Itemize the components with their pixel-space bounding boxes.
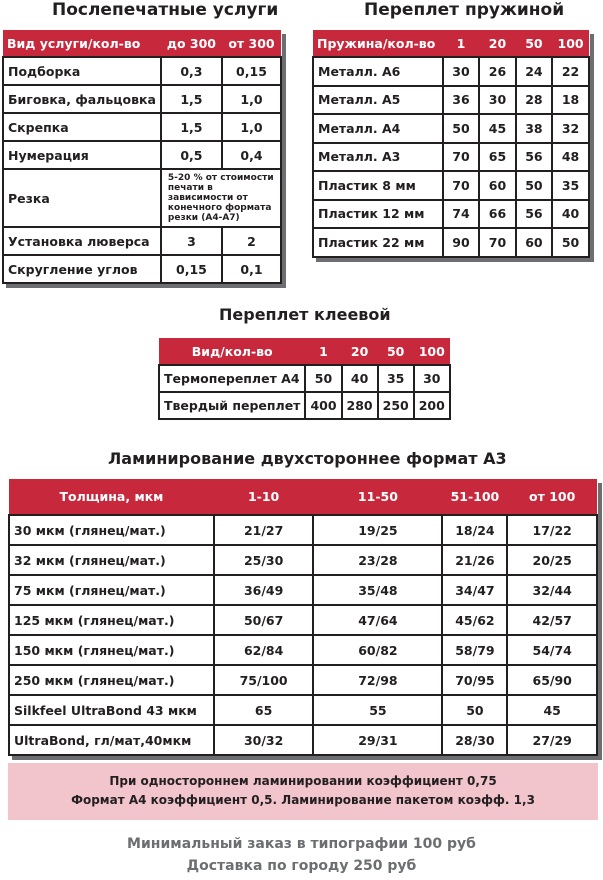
- price-cell: 30/32: [214, 725, 314, 755]
- table-row: [9, 695, 597, 725]
- price-cell: 72/98: [313, 665, 442, 695]
- header-cell: 11-50: [313, 479, 442, 515]
- price-cell: 30: [479, 86, 515, 115]
- price-cell: 26: [479, 57, 515, 86]
- cut-price-note: 5-20 % от стоимости печати в зависимости от конечного формата резки (А4-А7): [161, 169, 281, 227]
- price-cell: 18: [552, 86, 589, 115]
- price-cell: 0,1: [222, 255, 281, 283]
- price-cell: 36/49: [214, 575, 314, 605]
- price-cell: 34/47: [442, 575, 507, 605]
- price-cell: 0,5: [161, 141, 222, 169]
- header-cell: 100: [414, 338, 450, 365]
- price-cell: 28: [516, 86, 552, 115]
- price-cell: 65: [479, 143, 515, 172]
- service-name: Подборка: [3, 57, 161, 85]
- price-cell: 1,5: [161, 113, 222, 141]
- min-order-text: Минимальный заказ в типографии 100 руб: [127, 836, 476, 852]
- glue-binding-table: [158, 338, 451, 420]
- header-cell: 1: [443, 30, 479, 57]
- price-cell: 47/64: [313, 605, 442, 635]
- header-cell: 50: [378, 338, 414, 365]
- price-cell: 70: [479, 228, 515, 257]
- price-cell: 70/95: [442, 665, 507, 695]
- price-cell: 27/29: [507, 725, 597, 755]
- price-cell: 28/30: [442, 725, 507, 755]
- header-cell: 20: [342, 338, 378, 365]
- price-cell: 45: [507, 695, 597, 725]
- binding-type: Термопереплет А4: [159, 365, 305, 392]
- film-type: 32 мкм (глянец/мат.): [9, 545, 214, 575]
- table-row: [3, 255, 281, 283]
- glue-binding-title: Переплет клеевой: [219, 305, 391, 324]
- table-row: [3, 85, 281, 113]
- table-row: [9, 635, 597, 665]
- note-line-2: Формат А4 коэффициент 0,5. Ламинирование пакетом коэфф. 1,3: [71, 793, 535, 807]
- price-cell: 56: [516, 200, 552, 229]
- post-print-table: [2, 30, 282, 284]
- table-row: [159, 392, 450, 419]
- table-header-row: [159, 338, 450, 365]
- price-cell: 50: [305, 365, 341, 392]
- header-cell: 20: [479, 30, 515, 57]
- table-header-row: [3, 30, 281, 57]
- table-row: [3, 169, 281, 227]
- price-cell: 50/67: [214, 605, 314, 635]
- table-row: [313, 143, 589, 172]
- spring-type: Пластик 8 мм: [313, 171, 443, 200]
- spring-binding-table: [312, 30, 590, 258]
- price-cell: 21/27: [214, 515, 314, 545]
- price-cell: 32/44: [507, 575, 597, 605]
- price-cell: 50: [552, 228, 589, 257]
- price-cell: 400: [305, 392, 341, 419]
- table-row: [9, 575, 597, 605]
- film-type: 30 мкм (глянец/мат.): [9, 515, 214, 545]
- spring-type: Металл. А6: [313, 57, 443, 86]
- service-name: Нумерация: [3, 141, 161, 169]
- table-header-row: [9, 479, 597, 515]
- table-row: [3, 113, 281, 141]
- table-row: [313, 228, 589, 257]
- price-cell: 45: [479, 114, 515, 143]
- price-cell: 70: [443, 171, 479, 200]
- price-cell: 65/90: [507, 665, 597, 695]
- price-cell: 1,0: [222, 85, 281, 113]
- lamination-table: [8, 479, 598, 756]
- spring-binding-title: Переплет пружиной: [364, 0, 565, 20]
- header-cell: Пружина/кол-во: [313, 30, 443, 57]
- delivery-text: Доставка по городу 250 руб: [186, 858, 417, 874]
- header-cell: до 300: [161, 30, 222, 57]
- price-cell: 50: [443, 114, 479, 143]
- price-cell: 60/82: [313, 635, 442, 665]
- spring-type: Металл. А5: [313, 86, 443, 115]
- price-cell: 56: [516, 143, 552, 172]
- binding-type: Твердый переплет: [159, 392, 305, 419]
- spring-type: Металл. А4: [313, 114, 443, 143]
- service-name: Биговка, фальцовка: [3, 85, 161, 113]
- price-cell: 36: [443, 86, 479, 115]
- table-row: [9, 665, 597, 695]
- price-cell: 0,4: [222, 141, 281, 169]
- spring-type: Металл. А3: [313, 143, 443, 172]
- film-type: 125 мкм (глянец/мат.): [9, 605, 214, 635]
- service-name: Скругление углов: [3, 255, 161, 283]
- price-cell: 35: [378, 365, 414, 392]
- price-cell: 54/74: [507, 635, 597, 665]
- header-cell: от 300: [222, 30, 281, 57]
- price-cell: 35/48: [313, 575, 442, 605]
- header-cell: Вид/кол-во: [159, 338, 305, 365]
- price-cell: 65: [214, 695, 314, 725]
- price-cell: 62/84: [214, 635, 314, 665]
- film-type: 75 мкм (глянец/мат.): [9, 575, 214, 605]
- header-cell: Толщина, мкм: [9, 479, 214, 515]
- table-row: [313, 57, 589, 86]
- table-row: [9, 545, 597, 575]
- price-cell: 25/30: [214, 545, 314, 575]
- header-cell: Вид услуги/кол-во: [3, 30, 161, 57]
- table-row: [313, 114, 589, 143]
- price-cell: 2: [222, 227, 281, 255]
- price-cell: 45/62: [442, 605, 507, 635]
- price-cell: 60: [479, 171, 515, 200]
- film-type: 250 мкм (глянец/мат.): [9, 665, 214, 695]
- table-row: [3, 141, 281, 169]
- service-name: Установка люверса: [3, 227, 161, 255]
- price-cell: 3: [161, 227, 222, 255]
- price-cell: 0,3: [161, 57, 222, 85]
- price-cell: 50: [516, 171, 552, 200]
- price-cell: 22: [552, 57, 589, 86]
- price-cell: 32: [552, 114, 589, 143]
- service-name: Резка: [3, 169, 161, 227]
- price-cell: 17/22: [507, 515, 597, 545]
- header-cell: 100: [552, 30, 589, 57]
- price-cell: 0,15: [161, 255, 222, 283]
- price-cell: 20/25: [507, 545, 597, 575]
- price-cell: 42/57: [507, 605, 597, 635]
- header-cell: 1: [305, 338, 341, 365]
- table-row: [9, 515, 597, 545]
- table-row: [313, 200, 589, 229]
- price-cell: 74: [443, 200, 479, 229]
- table-row: [9, 605, 597, 635]
- film-type: 150 мкм (глянец/мат.): [9, 635, 214, 665]
- price-cell: 23/28: [313, 545, 442, 575]
- price-cell: 29/31: [313, 725, 442, 755]
- note-line-1: При одностороннем ламинировании коэффициент 0,75: [109, 774, 497, 788]
- header-cell: 50: [516, 30, 552, 57]
- price-cell: 0,15: [222, 57, 281, 85]
- table-row: [313, 171, 589, 200]
- price-cell: 48: [552, 143, 589, 172]
- spring-type: Пластик 12 мм: [313, 200, 443, 229]
- price-cell: 38: [516, 114, 552, 143]
- price-cell: 1,5: [161, 85, 222, 113]
- lamination-title: Ламинирование двухстороннее формат А3: [108, 449, 507, 468]
- film-type: UltraBond, гл/мат,40мкм: [9, 725, 214, 755]
- service-name: Скрепка: [3, 113, 161, 141]
- price-cell: 55: [313, 695, 442, 725]
- header-cell: 51-100: [442, 479, 507, 515]
- price-cell: 21/26: [442, 545, 507, 575]
- price-cell: 75/100: [214, 665, 314, 695]
- table-header-row: [313, 30, 589, 57]
- table-row: [159, 365, 450, 392]
- lamination-note: [8, 763, 598, 820]
- price-cell: 66: [479, 200, 515, 229]
- price-cell: 250: [378, 392, 414, 419]
- table-row: [3, 227, 281, 255]
- price-cell: 30: [414, 365, 450, 392]
- price-cell: 40: [342, 365, 378, 392]
- price-cell: 40: [552, 200, 589, 229]
- price-cell: 50: [442, 695, 507, 725]
- price-cell: 30: [443, 57, 479, 86]
- price-cell: 200: [414, 392, 450, 419]
- price-cell: 280: [342, 392, 378, 419]
- spring-type: Пластик 22 мм: [313, 228, 443, 257]
- price-cell: 70: [443, 143, 479, 172]
- header-cell: от 100: [507, 479, 597, 515]
- price-cell: 35: [552, 171, 589, 200]
- post-print-title: Послепечатные услуги: [52, 0, 279, 20]
- price-cell: 60: [516, 228, 552, 257]
- price-cell: 18/24: [442, 515, 507, 545]
- table-row: [3, 57, 281, 85]
- film-type: Silkfeel UltraBond 43 мкм: [9, 695, 214, 725]
- table-row: [313, 86, 589, 115]
- price-cell: 90: [443, 228, 479, 257]
- price-cell: 1,0: [222, 113, 281, 141]
- price-cell: 19/25: [313, 515, 442, 545]
- price-cell: 58/79: [442, 635, 507, 665]
- price-cell: 24: [516, 57, 552, 86]
- table-row: [9, 725, 597, 755]
- header-cell: 1-10: [214, 479, 314, 515]
